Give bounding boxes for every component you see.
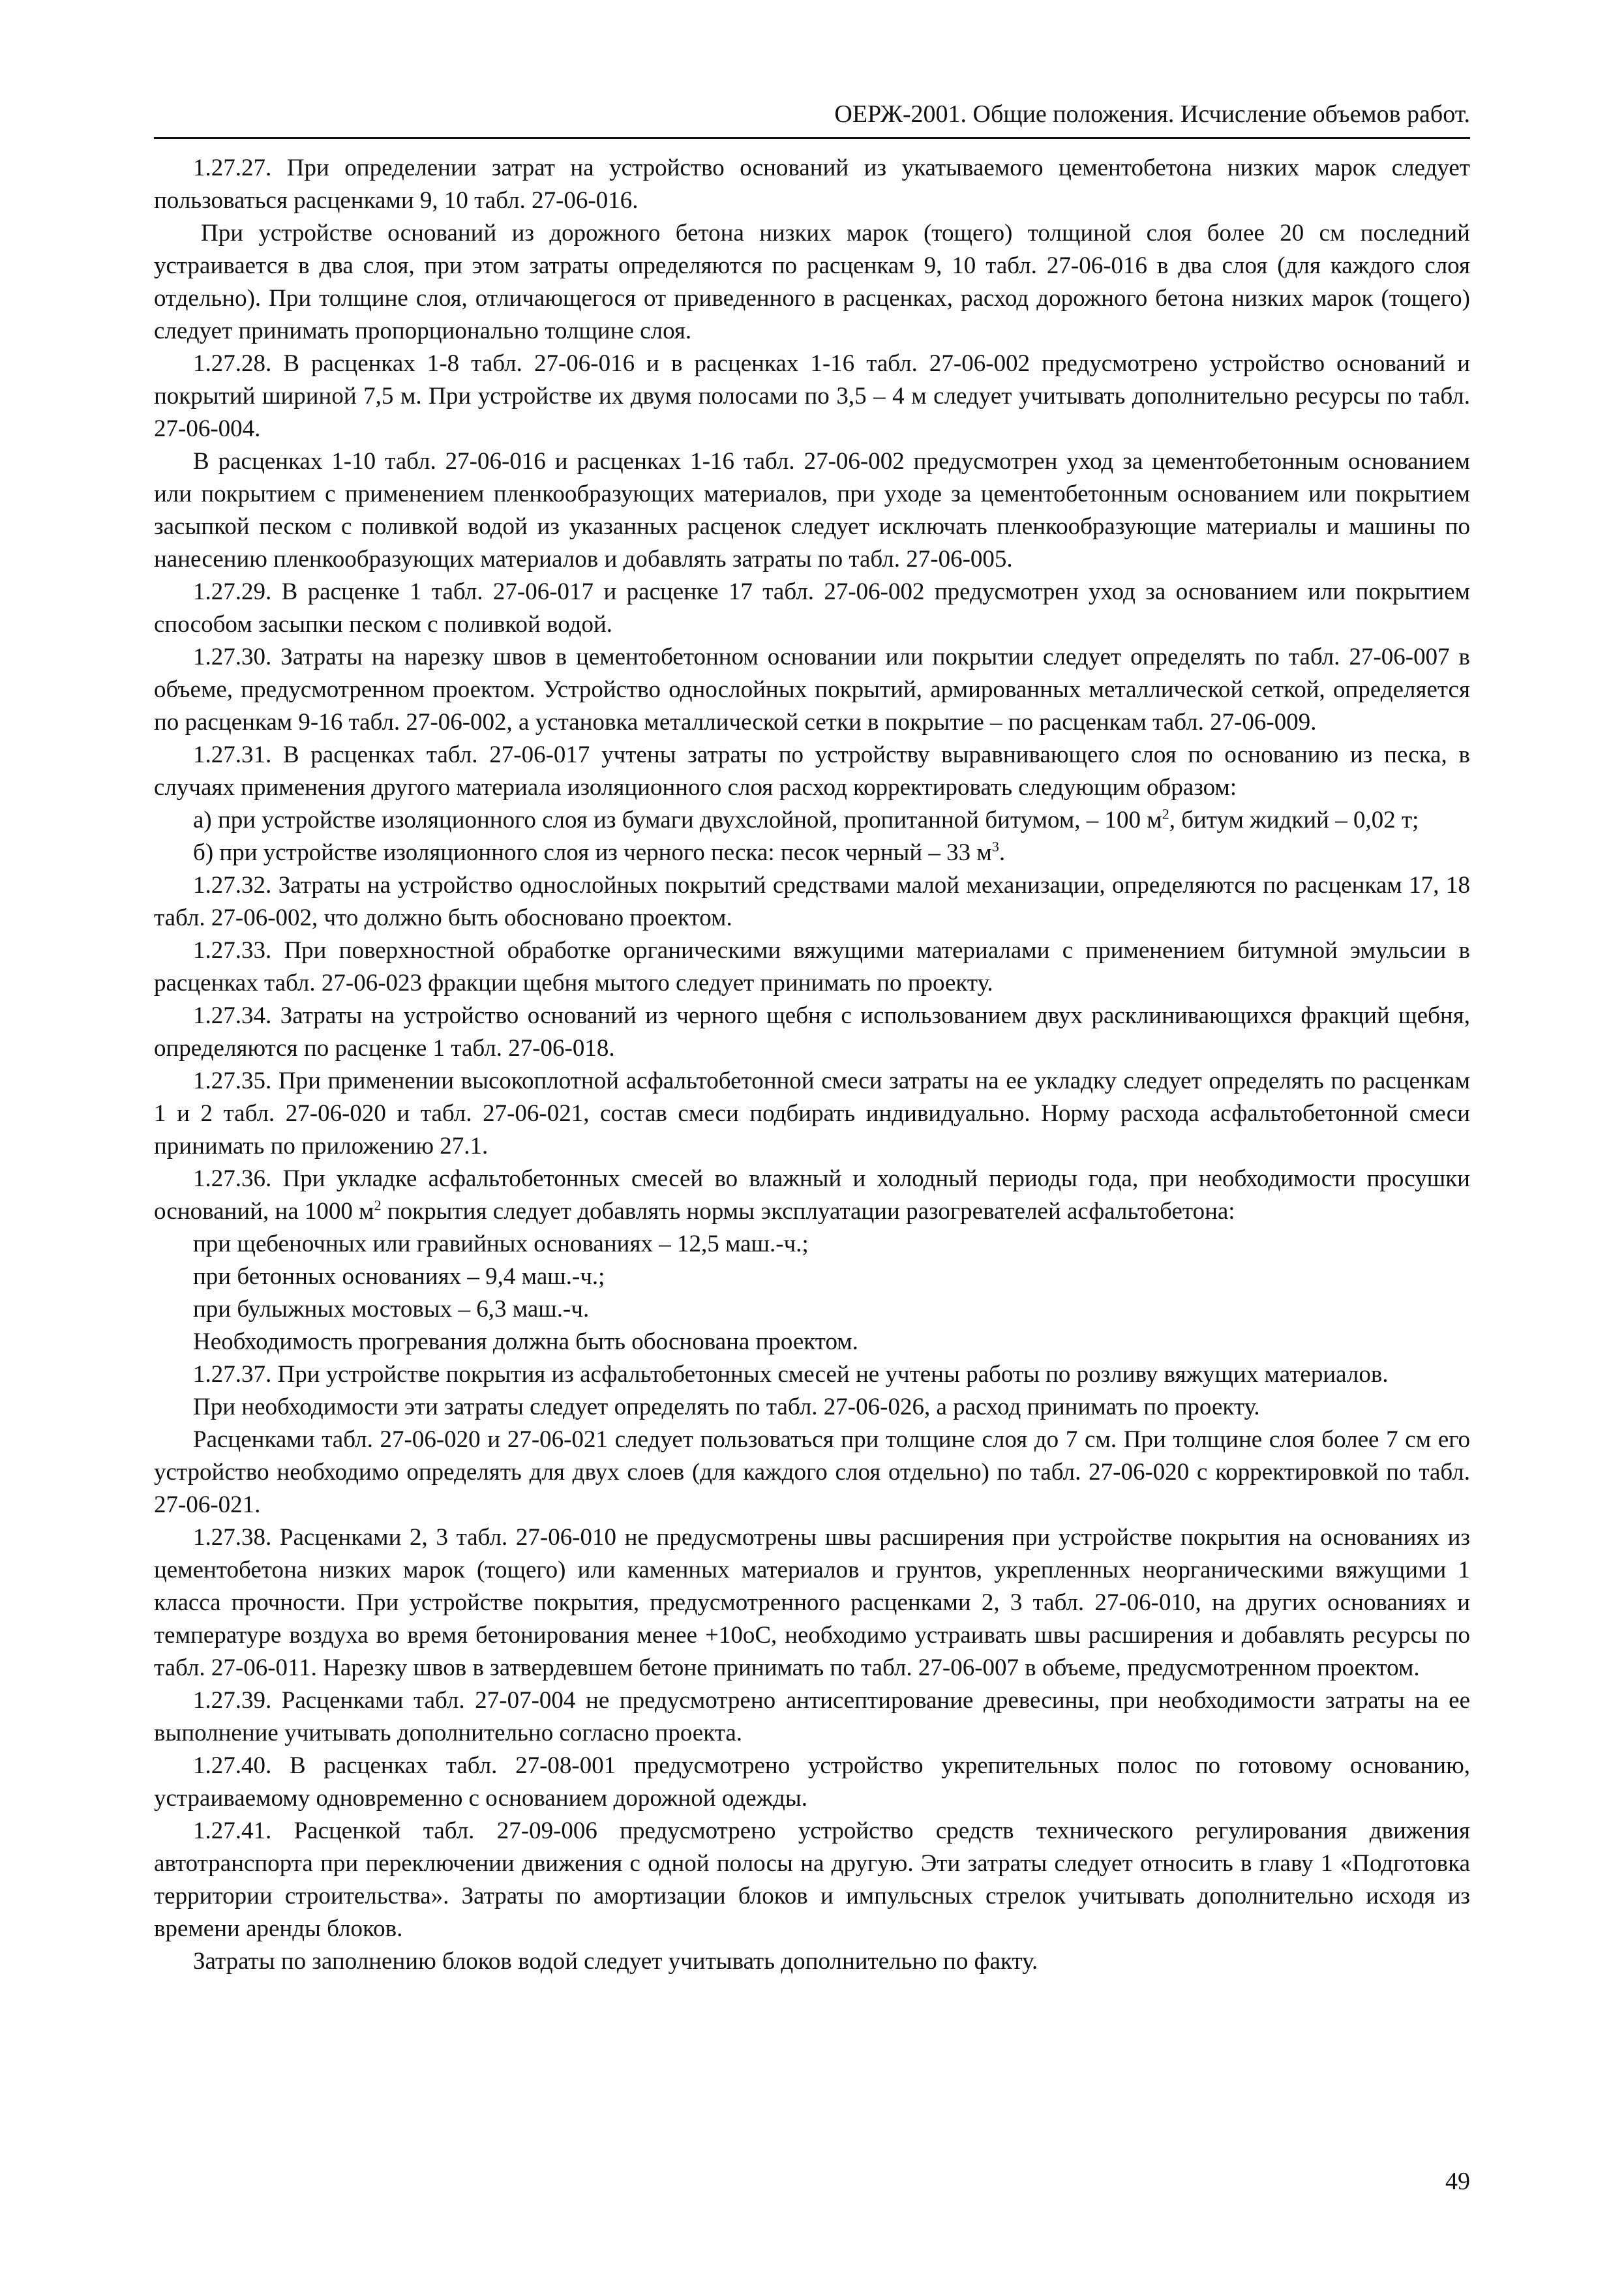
paragraph-1-27-35: 1.27.35. При применении высокоплотной асфальтобетонной смеси затраты на ее укладку следует определять по расценкам 1 и 2 табл. 27-06-020 и табл. 27-06-021, состав смеси подбирать индивидуально. Норму расхода асфальтобетонной смеси принимать по приложению 27.1. — [154, 1068, 1470, 1159]
paragraph-1-27-28: 1.27.28. В расценках 1-8 табл. 27-06-016 и в расценках 1-16 табл. 27-06-002 предусмотрено устройство оснований и покрытий шириной 7,5 м. При устройстве их двумя полосами по 3,5 – 4 м следует учитывать дополнительно ресурсы по табл. 27-06-004. — [154, 350, 1470, 442]
list-item-cobblestone: при булыжных мостовых – 6,3 маш.-ч. — [193, 1296, 590, 1323]
paragraph-lean-concrete: При устройстве оснований из дорожного бетона низких марок (тощего) толщиной слоя более 20 см последний устраивается в два слоя, при этом затраты определяются по расценкам 9, 10 табл. 27-06-016 в два слоя (для каждого слоя отдельно). При толщине слоя, отличающегося от приведенного в расценках, расход дорожного бетона низких марок (тощего) следует принимать пропорционально толщине слоя. — [154, 220, 1470, 344]
paragraph-item-b — [154, 837, 1470, 869]
paragraph-1-27-31: 1.27.31. В расценках табл. 27-06-017 учтены затраты по устройству выравнивающего слоя по основанию из песка, в случаях применения другого материала изоляционного слоя расход корректировать следующим образом: — [154, 741, 1470, 801]
paragraph-1-27-30: 1.27.30. Затраты на нарезку швов в цементобетонном основании или покрытии следует определять по табл. 27-06-007 в объеме, предусмотренном проектом. Устройство однослойных покрытий, армированных металлической сеткой, определяется по расценкам 9-16 табл. 27-06-002, а установка металлической сетки в покрытие – по расценкам табл. 27-06-009. — [154, 644, 1470, 736]
p1236-text-end: покрытия следует добавлять нормы эксплуатации разогревателей асфальтобетона: — [381, 1198, 1235, 1225]
paragraph-heating-note: Необходимость прогревания должна быть обоснована проектом. — [193, 1328, 858, 1355]
document-body — [154, 152, 1470, 1978]
list-item-gravel: при щебеночных или гравийных основаниях – 12,5 маш.-ч.; — [193, 1231, 809, 1257]
paragraph-1-27-27: 1.27.27. При определении затрат на устройство оснований из укатываемого цементобетона низких марок следует пользоваться расценками 9, 10 табл. 27-06-016. — [154, 155, 1470, 214]
item-a-text: а) при устройстве изоляционного слоя из бумаги двухслойной, пропитанной битумом, – 100 м — [193, 807, 1162, 833]
paragraph-1-27-38: 1.27.38. Расценками 2, 3 табл. 27-06-010 не предусмотрены швы расширения при устройстве покрытия на основаниях из цементобетона низких марок (тощего) или каменных материалов и грунтов, укрепленных неорганическими вяжущими 1 класса прочности. При устройстве покрытия, предусмотренного расценками 2, 3 табл. 27-06-010, на других основаниях и температуре воздуха во время бетонирования менее +10оС, необходимо устраивать швы расширения и добавлять ресурсы по табл. 27-06-011. Нарезку швов в затвердевшем бетоне принимать по табл. 27-06-007 в объеме, предусмотренном проектом. — [154, 1524, 1470, 1681]
paragraph-curing: В расценках 1-10 табл. 27-06-016 и расценках 1-16 табл. 27-06-002 предусмотрен уход за цементобетонным основанием или покрытием с применением пленкообразующих материалов, при уходе за цементобетонным основанием или покрытием засыпкой песком с поливкой водой из указанных расценок следует исключать пленкообразующие материалы и машины по нанесению пленкообразующих материалов и добавлять затраты по табл. 27-06-005. — [154, 448, 1470, 573]
p1236-exponent: 2 — [374, 1197, 382, 1214]
paragraph-1-27-36 — [154, 1163, 1470, 1228]
item-b-exponent: 3 — [991, 838, 999, 855]
paragraph-1-27-39: 1.27.39. Расценками табл. 27-07-004 не предусмотрено антисептирование древесины, при необходимости затраты на ее выполнение учитывать дополнительно согласно проекта. — [154, 1687, 1470, 1746]
paragraph-1-27-40: 1.27.40. В расценках табл. 27-08-001 предусмотрено устройство укрепительных полос по готовому основанию, устраиваемому одновременно с основанием дорожной одежды. — [154, 1752, 1470, 1812]
item-a-exponent: 2 — [1162, 805, 1169, 822]
paragraph-1-27-32: 1.27.32. Затраты на устройство однослойных покрытий средствами малой механизации, определяются по расценкам 17, 18 табл. 27-06-002, что должно быть обосновано проектом. — [154, 872, 1470, 931]
paragraph-water-filling: Затраты по заполнению блоков водой следует учитывать дополнительно по факту. — [193, 1948, 1038, 1975]
page-number: 49 — [1445, 2168, 1470, 2195]
p1236-text: 1.27.36. При укладке асфальтобетонных смесей во влажный и холодный периоды года, при необходимости просушки оснований, на 1000 м — [154, 1165, 1470, 1225]
paragraph-item-a — [154, 804, 1470, 837]
paragraph-binder-costs: При необходимости эти затраты следует определять по табл. 27-06-026, а расход принимать по проекту. — [193, 1394, 1260, 1420]
running-header: ОЕРЖ-2001. Общие положения. Исчисление объемов работ. — [154, 97, 1470, 139]
paragraph-1-27-37: 1.27.37. При устройстве покрытия из асфальтобетонных смесей не учтены работы по розливу вяжущих материалов. — [193, 1361, 1389, 1388]
item-a-text-end: , битум жидкий – 0,02 т; — [1169, 807, 1419, 833]
item-b-text: б) при устройстве изоляционного слоя из черного песка: песок черный – 33 м — [193, 839, 992, 866]
paragraph-layer-thickness: Расценками табл. 27-06-020 и 27-06-021 следует пользоваться при толщине слоя до 7 см. При толщине слоя более 7 см его устройство необходимо определять для двух слоев (для каждого слоя отдельно) по табл. 27-06-020 с корректировкой по табл. 27-06-021. — [154, 1426, 1470, 1518]
list-item-concrete: при бетонных основаниях – 9,4 маш.-ч.; — [193, 1263, 605, 1290]
paragraph-1-27-29: 1.27.29. В расценке 1 табл. 27-06-017 и расценке 17 табл. 27-06-002 предусмотрен уход за основанием или покрытием способом засыпки песком с поливкой водой. — [154, 578, 1470, 638]
paragraph-1-27-33: 1.27.33. При поверхностной обработке органическими вяжущими материалами с применением битумной эмульсии в расценках табл. 27-06-023 фракции щебня мытого следует принимать по проекту. — [154, 937, 1470, 996]
paragraph-1-27-41: 1.27.41. Расценкой табл. 27-09-006 предусмотрено устройство средств технического регулирования движения автотранспорта при переключении движения с одной полосы на другую. Эти затраты следует относить в главу 1 «Подготовка территории строительства». Затраты по амортизации блоков и импульсных стрелок учитывать дополнительно исходя из времени аренды блоков. — [154, 1818, 1470, 1942]
item-b-text-end: . — [999, 839, 1006, 866]
paragraph-1-27-34: 1.27.34. Затраты на устройство оснований из черного щебня с использованием двух расклинивающихся фракций щебня, определяются по расценке 1 табл. 27-06-018. — [154, 1002, 1470, 1062]
